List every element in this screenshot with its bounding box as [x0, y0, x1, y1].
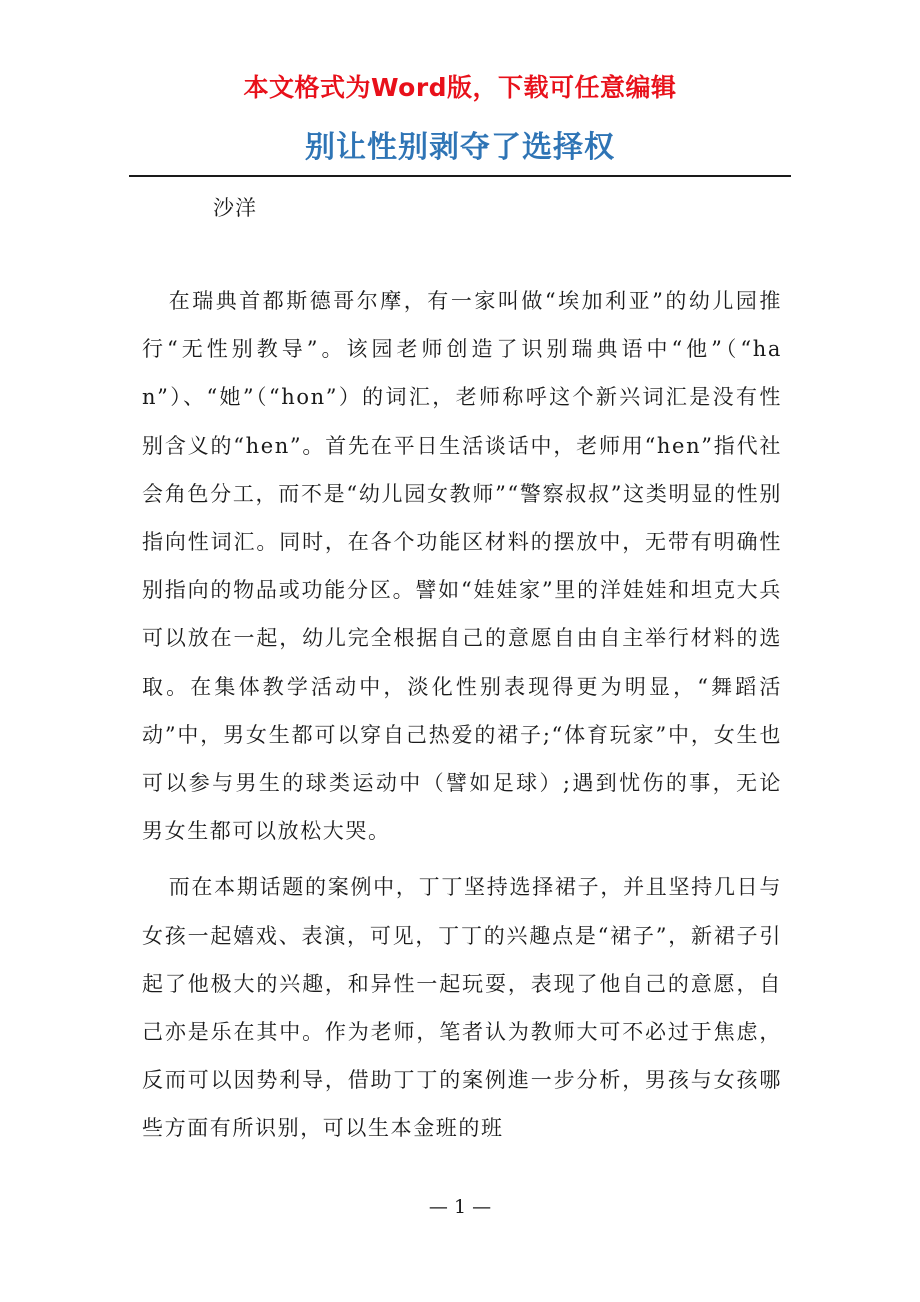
body-paragraph: 而在本期话题的案例中，丁丁坚持选择裙子，并且坚持几日与女孩一起嬉戏、表演，可见，丁丁的兴趣点是“裙子”，新裙子引起了他极大的兴趣，和异性一起玩耍，表现了他自己的意愿，自己亦是乐在其中。作为老师，笔者认为教师大可不必过于焦虑，反而可以因势利导，借助丁丁的案例進一步分析，男孩与女孩哪些方面有所识别，可以生本金班的班 — [142, 875, 782, 1141]
article-title: 别让性别剥夺了选择权 — [305, 130, 615, 165]
body-paragraph: 在瑞典首都斯德哥尔摩，有一家叫做“埃加利亚”的幼儿园推行“无性别教导”。该园老师创造了识别瑞典语中“他”（“han”）、“她”（“hon”）的词汇，老师称呼这个新兴词汇是没有性别含义的“hen”。首先在平日生活谈话中，老师用“hen”指代社会角色分工，而不是“幼儿园女教师”“警察叔叔”这类明显的性别指向性词汇。同时，在各个功能区材料的摆放中，无带有明确性别指向的物品或功能分区。譬如“娃娃家”里的洋娃娃和坦克大兵可以放在一起，幼儿完全根据自己的意愿自由自主举行材料的选取。在集体教学活动中，淡化性别表现得更为明显，“舞蹈活动”中，男女生都可以穿自己热爱的裙子;“体育玩家”中，女生也可以参与男生的球类运动中（譬如足球）;遇到忧伤的事，无论男女生都可以放松大哭。 — [142, 289, 782, 844]
article-body — [142, 277, 782, 1153]
author-name: 沙洋 — [213, 196, 257, 220]
format-banner: 本文格式为Word版，下载可任意编辑 — [243, 73, 677, 102]
title-divider — [129, 175, 791, 177]
page-number: — 1 — — [428, 1196, 492, 1218]
